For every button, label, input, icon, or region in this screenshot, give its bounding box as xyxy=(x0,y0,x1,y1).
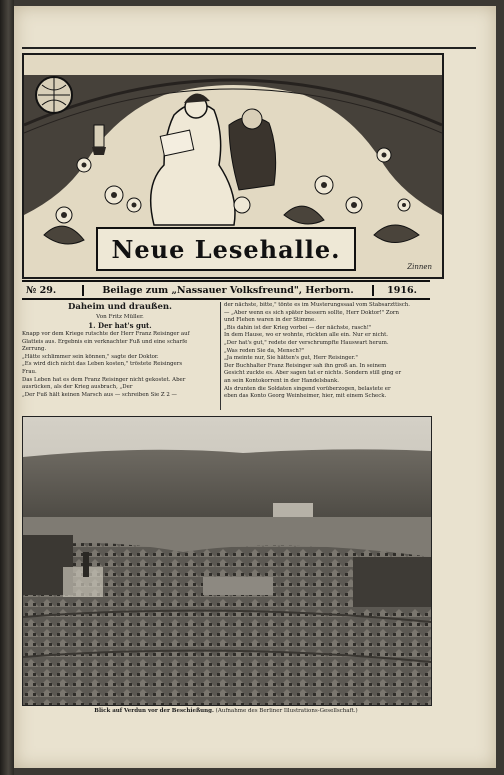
top-rule xyxy=(22,47,476,49)
text-line: Zerrung. xyxy=(22,346,47,353)
newspaper-page xyxy=(14,6,496,768)
section-title: Daheim und draußen. xyxy=(67,302,173,312)
text-line: und Flehen waren in der Stimme. xyxy=(224,317,316,324)
verdun-photograph xyxy=(22,416,432,706)
text-line: In dem Hause, wo er wohnte, rückten alle ein. Nur er nicht. xyxy=(224,332,388,339)
text-line: „Ja meinte nur, Sie hätten's gut, Herr Reisinger." xyxy=(224,355,358,362)
author-line: Von Fritz Müller. xyxy=(96,314,144,320)
text-line: eben das Konto Georg Weinheimer, hier, mit einem Scheck. xyxy=(224,393,387,400)
text-line: ausrücken, als der Krieg ausbrach, „Der xyxy=(22,384,133,391)
column-divider xyxy=(220,302,221,410)
text-line: „Hätte schlimmer sein können," sagte der Doktor. xyxy=(22,353,159,360)
masthead-illustration xyxy=(22,53,444,279)
text-line: an sein Kontokorrent in der Handelsbank. xyxy=(224,377,339,384)
text-line: — „Aber wenn es sich später bessern sollte, Herr Doktor!" Zorn xyxy=(224,309,399,316)
city-photo-artwork xyxy=(23,417,431,705)
book-spine xyxy=(0,0,14,775)
text-line: „Es wird dich nicht das Leben kosten," tröstete Reisingers xyxy=(22,361,183,368)
text-line: Knapp vor dem Kriege rutschte der Herr Franz Reisinger auf xyxy=(22,331,190,337)
issue-year: 1916. xyxy=(387,284,417,296)
text-line: „Der hat's gut," redete der verschrumpfte Hauswart herum. xyxy=(224,339,389,346)
text-line: Gesicht zuckte es. Aber sagen tat er nichts. Sondern still ging er xyxy=(224,370,402,377)
right-column xyxy=(224,302,432,401)
caption-credit: (Aufnahme des Berliner Illustrations-Gesellschaft.) xyxy=(215,708,358,714)
text-line: Glatteis aus. Ergebnis ein verknachter Fuß und eine scharfe xyxy=(22,338,188,345)
story-title: 1. Der hat's gut. xyxy=(88,321,152,330)
photo-caption xyxy=(22,708,430,714)
supplement-line: Beilage zum „Nassauer Volksfreund", Herborn. xyxy=(84,285,374,296)
text-line: „Der Fuß hält keinen Marsch aus — schreiben Sie Z 2 — xyxy=(22,391,177,398)
caption-main: Blick auf Verdun vor der Beschießung. xyxy=(94,708,214,714)
text-line: „Bis dahin ist der Krieg vorbei — der nächste, rasch!" xyxy=(224,324,372,331)
issue-bar xyxy=(22,280,430,300)
publication-title: Neue Lesehalle. xyxy=(111,234,341,264)
text-line: Das Leben hat es dem Franz Reisinger nicht gekostet. Aber xyxy=(22,376,186,383)
masthead-title-box xyxy=(96,227,356,271)
artist-signature: Zinnen xyxy=(407,263,432,271)
text-line: Frau. xyxy=(22,368,37,375)
text-line: Als drunten die Soldaten singend vorüberzogen, belastete er xyxy=(224,385,391,392)
text-line: der nächste, bitte," tönte es im Musterungssaal vom Stabsarzttisch. xyxy=(224,302,410,308)
text-line: „Was reden Sie da, Mensch?" xyxy=(224,347,305,354)
issue-number: № 29. xyxy=(22,285,84,296)
text-line: Der Buchhalter Franz Reisinger sah ihn groß an. In seinem xyxy=(224,362,387,369)
left-column xyxy=(22,302,218,399)
